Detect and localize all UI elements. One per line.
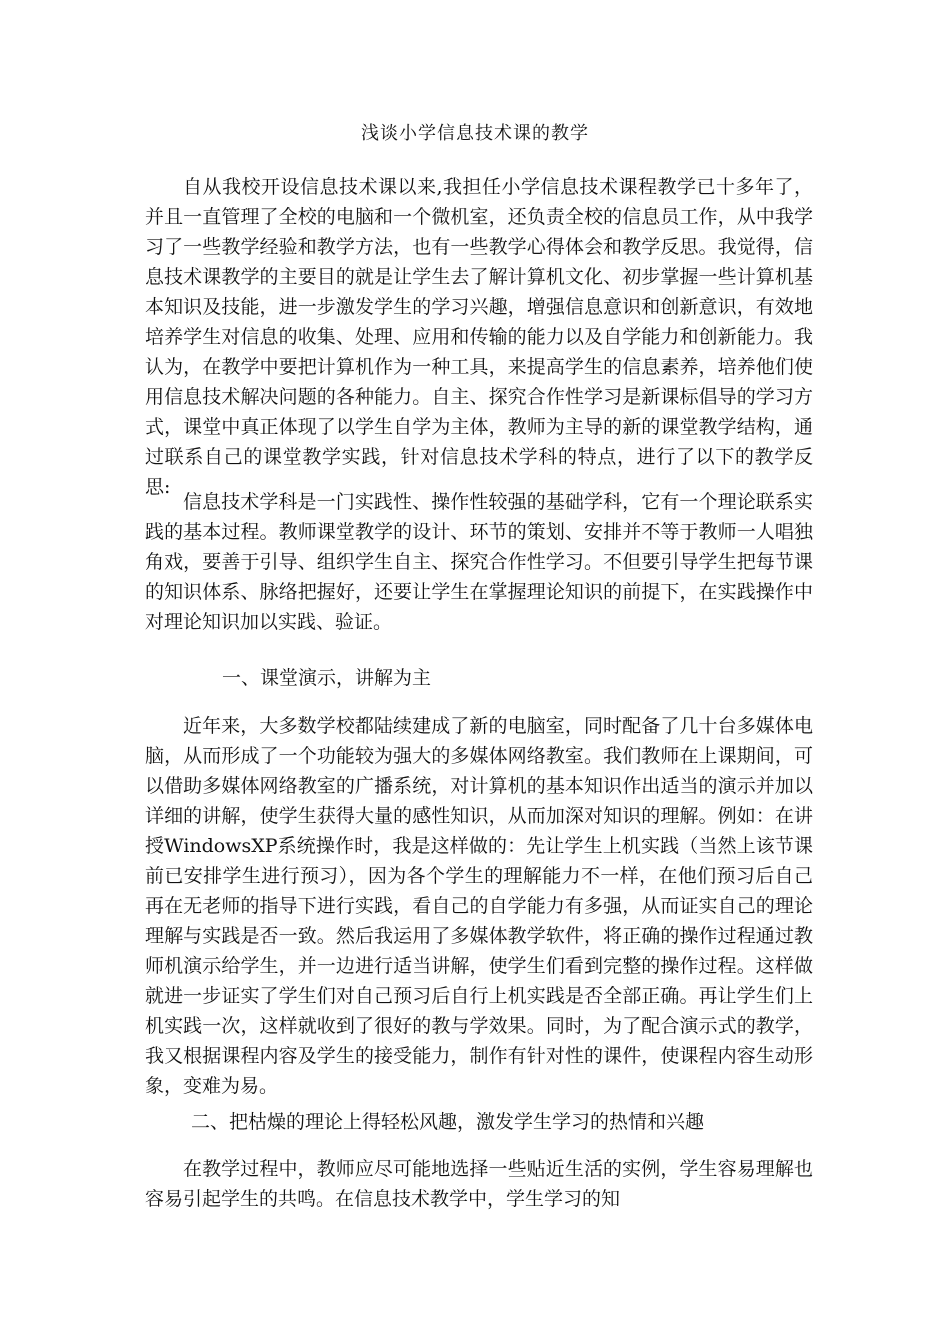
paragraph-demonstration: 近年来，大多数学校都陆续建成了新的电脑室，同时配备了几十台多媒体电脑，从而形成了一个功能较为强大的多媒体网络教室。我们教师在上课期间，可以借助多媒体网络教室的广播系统，对计算机的基本知识作出适当的演示并加以详细的讲解，使学生获得大量的感性知识，从而加深对知识的理解。例如：在讲授WindowsXP系统操作时，我是这样做的：先让学生上机实践（当然上该节课前已安排学生进行预习），因为各个学生的理解能力不一样，在他们预习后自己再在无老师的指导下进行实践，看自己的自学能力有多强，从而证实自己的理论理解与实践是否一致。然后我运用了多媒体教学软件，将正确的操作过程通过教师机演示给学生，并一边进行适当讲解，使学生们看到完整的操作过程。这样做就进一步证实了学生们对自己预习后自行上机实践是否全部正确。再让学生们上机实践一次，这样就收到了很好的教与学效果。同时，为了配合演示式的教学，我又根据课程内容及学生的接受能力，制作有针对性的课件，使课程内容生动形象，变难为易。 xyxy=(145,715,813,1097)
section-heading-2: 二、把枯燥的理论上得轻松风趣，激发学生学习的热情和兴趣 xyxy=(191,1111,705,1133)
paragraph-practice: 信息技术学科是一门实践性、操作性较强的基础学科，它有一个理论联系实践的基本过程。教师课堂教学的设计、环节的策划、安排并不等于教师一人唱独角戏，要善于引导、组织学生自主、探究合作性学习。不但要引导学生把每节课的知识体系、脉络把握好，还要让学生在掌握理论知识的前提下，在实践操作中对理论知识加以实践、验证。 xyxy=(145,491,813,633)
paragraph-teaching-process: 在教学过程中，教师应尽可能地选择一些贴近生活的实例，学生容易理解也容易引起学生的共鸣。在信息技术教学中，学生学习的知 xyxy=(145,1158,813,1210)
section-heading-1: 一、课堂演示，讲解为主 xyxy=(222,667,432,689)
paragraph-intro: 自从我校开设信息技术课以来,我担任小学信息技术课程教学已十多年了，并且一直管理了全校的电脑和一个微机室，还负责全校的信息员工作，从中我学习了一些教学经验和教学方法，也有一些教学心得体会和教学反思。我觉得，信息技术课教学的主要目的就是让学生去了解计算机文化、初步掌握一些计算机基本知识及技能，进一步激发学生的学习兴趣，增强信息意识和创新意识，有效地培养学生对信息的收集、处理、应用和传输的能力以及自学能力和创新能力。我认为，在教学中要把计算机作为一种工具，来提高学生的信息素养，培养他们使用信息技术解决问题的各种能力。自主、探究合作性学习是新课标倡导的学习方式，课堂中真正体现了以学生自学为主体，教师为主导的新的课堂教学结构，通过联系自己的课堂教学实践，针对信息技术学科的特点，进行了以下的教学反思: xyxy=(145,176,813,498)
document-title: 浅谈小学信息技术课的教学 xyxy=(361,123,589,144)
